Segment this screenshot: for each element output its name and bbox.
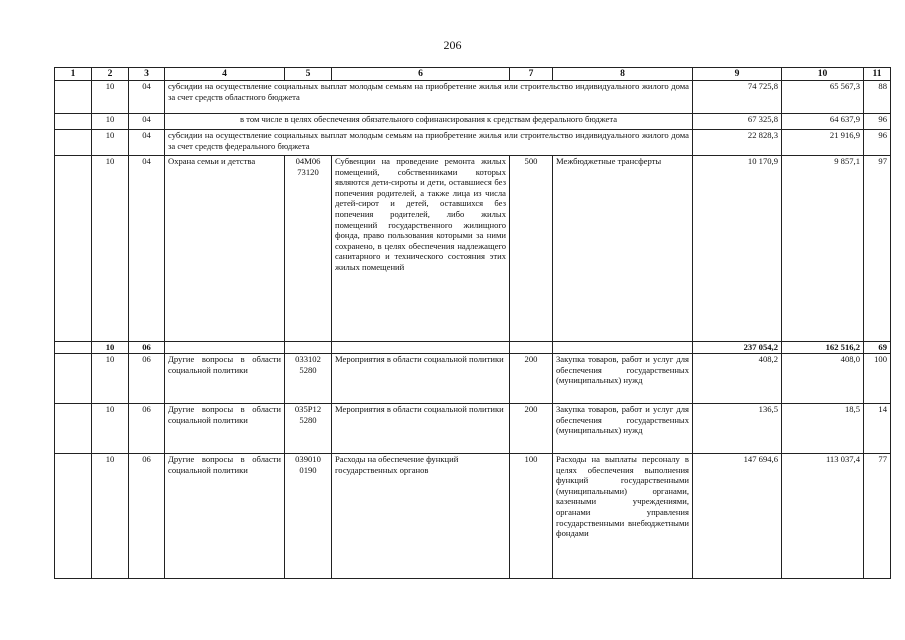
- header-cell: 11: [864, 68, 891, 81]
- percent-executed: 96: [864, 130, 891, 156]
- activity-name: Другие вопросы в области социальной политики: [165, 454, 285, 579]
- target-code: 033102 5280: [285, 354, 332, 404]
- amount-executed: 9 857,1: [782, 156, 864, 342]
- table-row: [55, 354, 891, 404]
- amount-planned: 74 725,8: [693, 81, 782, 114]
- amount-planned: 10 170,9: [693, 156, 782, 342]
- amount-executed: 408,0: [782, 354, 864, 404]
- expense-type-name: Расходы на выплаты персоналу в целях обеспечения выполнения функций государственными (муниципальными) органами, казенными учреждениями, органами управления государственными внебюджетными фондами: [553, 454, 693, 579]
- section-code: 10: [92, 114, 129, 130]
- header-cell: 10: [782, 68, 864, 81]
- amount-planned: 147 694,6: [693, 454, 782, 579]
- table-row: [55, 156, 891, 342]
- amount-executed: 65 567,3: [782, 81, 864, 114]
- header-row: [55, 68, 891, 81]
- section-code: 10: [92, 454, 129, 579]
- percent-executed: 100: [864, 354, 891, 404]
- table-row: [55, 81, 891, 114]
- percent-executed: 97: [864, 156, 891, 342]
- section-code: 10: [92, 404, 129, 454]
- expense-description: Расходы на обеспечение функций государственных органов: [332, 454, 510, 579]
- section-code: 10: [92, 81, 129, 114]
- subsection-code: 06: [129, 404, 165, 454]
- subsection-code: 06: [129, 342, 165, 354]
- header-cell: 6: [332, 68, 510, 81]
- expense-type-code: 100: [510, 454, 553, 579]
- expense-description: Мероприятия в области социальной политики: [332, 404, 510, 454]
- subsection-code: 04: [129, 81, 165, 114]
- table-row: [55, 454, 891, 579]
- target-code: 035Р12 5280: [285, 404, 332, 454]
- page-number: 206: [443, 38, 462, 52]
- amount-planned: 22 828,3: [693, 130, 782, 156]
- subsection-code: 06: [129, 454, 165, 579]
- section-code: 10: [92, 130, 129, 156]
- percent-executed: 88: [864, 81, 891, 114]
- budget-table: [54, 67, 891, 579]
- activity-name: Другие вопросы в области социальной политики: [165, 354, 285, 404]
- header-cell: 8: [553, 68, 693, 81]
- amount-planned: 408,2: [693, 354, 782, 404]
- header-cell: 7: [510, 68, 553, 81]
- subsection-code: 04: [129, 156, 165, 342]
- header-cell: 1: [55, 68, 92, 81]
- amount-executed: 162 516,2: [782, 342, 864, 354]
- amount-executed: 18,5: [782, 404, 864, 454]
- target-code: 039010 0190: [285, 454, 332, 579]
- table-row: [55, 404, 891, 454]
- subtotal-row: [55, 342, 891, 354]
- section-code: 10: [92, 354, 129, 404]
- percent-executed: 69: [864, 342, 891, 354]
- amount-executed: 21 916,9: [782, 130, 864, 156]
- amount-planned: 237 054,2: [693, 342, 782, 354]
- expense-type-name: Межбюджетные трансферты: [553, 156, 693, 342]
- header-cell: 5: [285, 68, 332, 81]
- activity-name: Другие вопросы в области социальной политики: [165, 404, 285, 454]
- expense-type-name: Закупка товаров, работ и услуг для обеспечения государственных (муниципальных) нужд: [553, 354, 693, 404]
- amount-executed: 64 637,9: [782, 114, 864, 130]
- expense-description: Мероприятия в области социальной политики: [332, 354, 510, 404]
- expense-description: Субвенции на проведение ремонта жилых помещений, собственниками которых являются дети-сироты и дети, оставшиеся без попечения родителей, а также лица из числа детей-сирот и детей, оставшихся без попечения родителей, либо жилых помещений государственного жилищного фонда, право пользования которыми за ними сохранено, в целях обеспечения надлежащего санитарного и технического состояния этих жилых помещений: [332, 156, 510, 342]
- subsidy-description: в том числе в целях обеспечения обязательного софинансирования к средствам федерального бюджета: [165, 114, 693, 130]
- subsection-code: 04: [129, 114, 165, 130]
- expense-type-code: 500: [510, 156, 553, 342]
- amount-executed: 113 037,4: [782, 454, 864, 579]
- header-cell: 4: [165, 68, 285, 81]
- section-code: 10: [92, 342, 129, 354]
- header-cell: 2: [92, 68, 129, 81]
- percent-executed: 14: [864, 404, 891, 454]
- subsection-code: 06: [129, 354, 165, 404]
- expense-type-code: 200: [510, 354, 553, 404]
- table-row: [55, 130, 891, 156]
- header-cell: 9: [693, 68, 782, 81]
- percent-executed: 77: [864, 454, 891, 579]
- expense-type-name: Закупка товаров, работ и услуг для обеспечения государственных (муниципальных) нужд: [553, 404, 693, 454]
- target-code: 04М06 73120: [285, 156, 332, 342]
- amount-planned: 136,5: [693, 404, 782, 454]
- header-cell: 3: [129, 68, 165, 81]
- subsection-code: 04: [129, 130, 165, 156]
- subsidy-description: субсидии на осуществление социальных выплат молодым семьям на приобретение жилья или строительство индивидуального жилого дома за счет средств областного бюджета: [165, 81, 693, 114]
- table-row: [55, 114, 891, 130]
- subsidy-description: субсидии на осуществление социальных выплат молодым семьям на приобретение жилья или строительство индивидуального жилого дома за счет средств федерального бюджета: [165, 130, 693, 156]
- amount-planned: 67 325,8: [693, 114, 782, 130]
- activity-name: Охрана семьи и детства: [165, 156, 285, 342]
- section-code: 10: [92, 156, 129, 342]
- expense-type-code: 200: [510, 404, 553, 454]
- percent-executed: 96: [864, 114, 891, 130]
